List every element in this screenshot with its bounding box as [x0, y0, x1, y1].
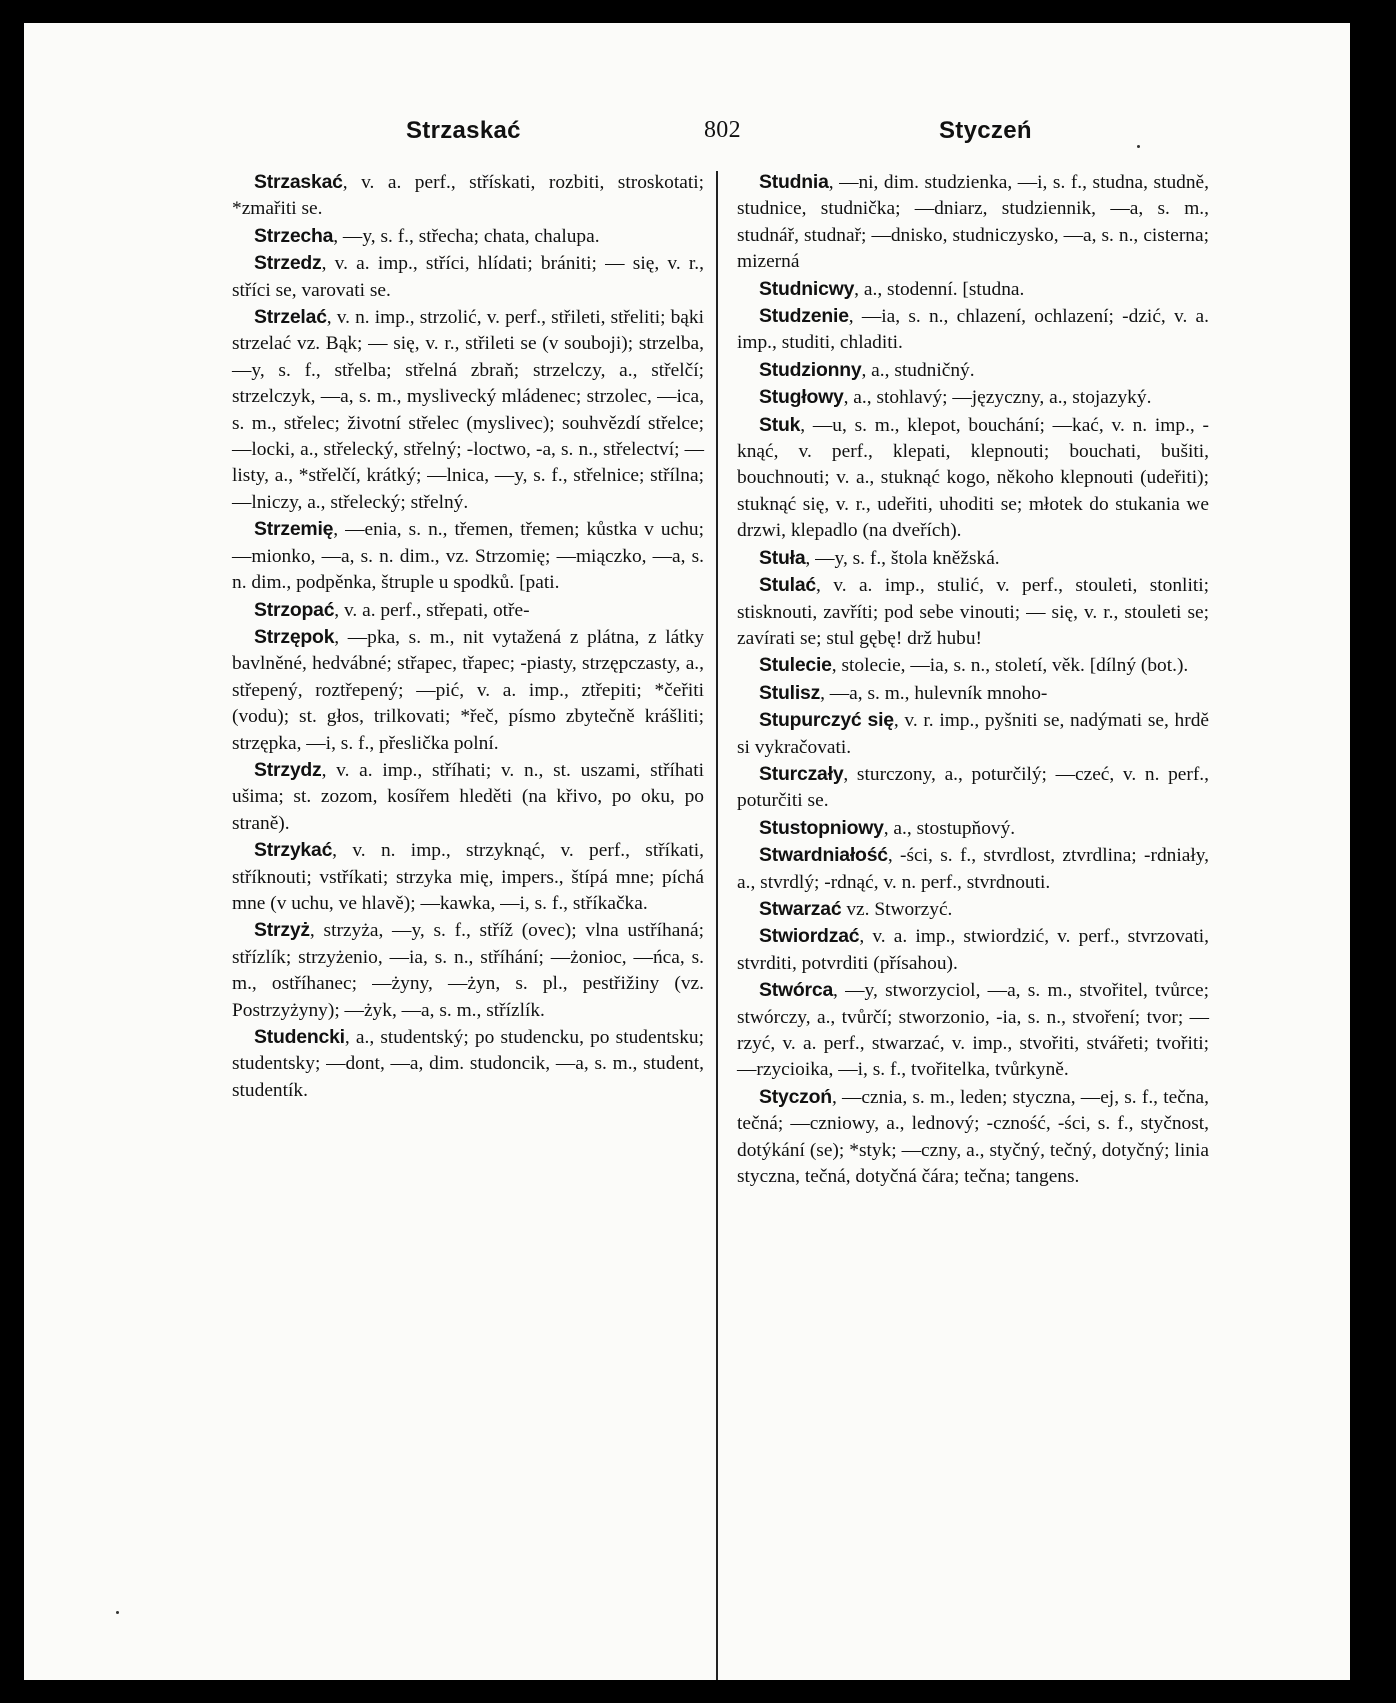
entry	[232, 597, 704, 624]
entry-text: , v. a. imp., stulić, v. perf., stouleti, stonliti; stisknouti, zavříti; pod sebe vinouti; — się, v. r., stouleti se; zavírati se; stul gębę! drž hubu!	[737, 575, 1209, 649]
entry-text: , v. r. imp., pyšniti se, nadýmati se, hrdě si vykračovati.	[737, 710, 1209, 758]
entry	[737, 652, 1209, 679]
entry-headword: Studnia	[759, 171, 829, 193]
entry	[737, 680, 1209, 707]
entry-headword: Strzyż	[254, 919, 310, 942]
column-divider	[716, 171, 718, 1680]
entry	[737, 842, 1209, 896]
entry	[737, 357, 1209, 384]
entry-headword: Strzaskać	[254, 171, 343, 193]
entry-text: , strzyża, —y, s. f., stříž (ovec); vlna ustříhaná; střízlík; strzyżenio, —ia, s. n., stříhání; —żonioc, —ńca, s. m., ostříhanec; —żyny, —żyn, s. pl., pestřižiny (vz. Postrzyżyny); —żyk, —a, s. m., střízlík.	[232, 920, 704, 1021]
entry-headword: Studencki	[254, 1026, 345, 1048]
entry-headword: Strzopać	[254, 598, 335, 621]
entry-text: , v. a. imp., stříhati; v. n., st. uszami, stříhati ušima; st. zozom, kosířem hleděti (na křivo, po oku, po straně).	[232, 759, 704, 834]
entry-headword: Stwardniałość	[759, 844, 888, 867]
entry-headword: Styczoń	[759, 1085, 832, 1108]
entry	[737, 303, 1209, 357]
entry	[737, 276, 1209, 303]
entry-headword: Strzelać	[254, 306, 327, 329]
entry-text: vz. Stworzyć.	[841, 898, 953, 920]
entry-text: , stolecie, —ia, s. n., století, věk. [dílný (bot.).	[831, 655, 1189, 677]
entry	[232, 223, 704, 250]
entry-headword: Stugłowy	[759, 386, 844, 409]
entry	[232, 837, 704, 917]
entry-text: , —ni, dim. studzienka, —i, s. f., studna, studně, studnice, studnička; —dniarz, studziennik, —a, s. m., studnář, studnař; —dnisko, studniczysko, —a, s. n., cisterna; mizerná	[737, 172, 1209, 273]
entry	[232, 624, 704, 757]
entry-headword: Strzępok	[254, 625, 335, 648]
entry-headword: Strzydz	[254, 758, 322, 781]
entry	[737, 707, 1209, 761]
entry	[737, 169, 1209, 276]
entry-headword: Stustopniowy	[759, 816, 884, 839]
running-header	[24, 117, 1350, 157]
entry	[737, 896, 1209, 923]
entry	[737, 977, 1209, 1084]
entry-text: , v. n. imp., strzolić, v. perf., střileti, střeliti; bąki strzelać vz. Bąk; — się, v. r., střileti se (v souboji); strzelba, —y, s. f., střelba; střelná zbraň; strzelczy, a., střelčí; strzelczyk, —a, s. m., myslivecký mládenec; strzolec, —ica, s. m., střelec; životní střelec (myslivec); souhvězdí střelce; —locki, a., střelecký, střelný; -loctwo, -a, s. n., střelectví; —listy, a., *střelčí, krátký; —lnica, —y, s. f., střelnice; střílna; —lniczy, a., střelecký; střelný.	[232, 307, 704, 513]
entry-text: , —enia, s. n., třemen, třemen; kůstka v uchu; —mionko, —a, s. n. dim., vz. Strzomię; —miączko, —a, s. n. dim., podpěnka, štruple u spodků. [pati.	[232, 519, 704, 594]
entry	[232, 917, 704, 1024]
entry-text: , —y, s. f., střecha; chata, chalupa.	[333, 225, 600, 247]
left-column	[232, 169, 704, 1104]
entry-text: , sturczony, a., poturčilý; —czeć, v. n. perf., poturčiti se.	[737, 763, 1209, 812]
entry	[232, 516, 704, 596]
entry-text: , v. a. imp., stříci, hlídati; brániti; — się, v. r., stříci se, varovati se.	[232, 253, 704, 301]
entry	[232, 757, 704, 837]
entry-headword: Strzemię	[254, 518, 334, 541]
dictionary-page	[24, 23, 1350, 1680]
entry-text: , a., stostupňový.	[883, 817, 1016, 839]
speck	[1137, 145, 1140, 148]
entry-headword: Sturczały	[759, 762, 844, 785]
page-number: 802	[704, 117, 741, 143]
entry-headword: Stulać	[759, 574, 816, 597]
entry	[232, 250, 704, 304]
header-right-headword: Styczeń	[939, 117, 1032, 144]
entry-text: , —u, s. m., klepot, bouchání; —kać, v. n. imp., -knąć, v. perf., klepati, klepnouti; bouchati, bušiti, bouchnouti; v. a., stuknąć kogo, někoho klepnouti (udeřiti); stuknąć się, v. r., udeřiti, uhoditi se; młotek do stukania we drzwi, klepadlo (na dveřích).	[737, 414, 1209, 542]
entry-text: , v. n. imp., strzyknąć, v. perf., stříkati, stříknouti; vstříkati; strzyka mię, impers., štípá mne; píchá mne (v uchu, ve hlavě); —kawka, —i, s. f., stříkačka.	[232, 840, 704, 914]
entry-headword: Stulisz	[759, 681, 821, 704]
entry	[232, 1024, 704, 1104]
entry	[232, 169, 704, 223]
entry-text: , -ści, s. f., stvrdlost, ztvrdlina; -rdniały, a., stvrdlý; -rdnąć, v. n. perf., stvrdnouti.	[737, 845, 1209, 893]
entry-text: , —cznia, s. m., leden; styczna, —ej, s. f., tečna, tečná; —czniowy, a., lednový; -czność, -ści, s. f., styčnost, dotýkání (se); *styk; —czny, a., styčný, tečný, dotyčný; linia styczna, tečná, dotyčná čára; tečna; tangens.	[737, 1086, 1209, 1188]
speck	[116, 1611, 119, 1614]
entry	[737, 1084, 1209, 1191]
entry-headword: Strzykać	[254, 839, 333, 862]
entry	[737, 384, 1209, 411]
entry-headword: Stwórca	[759, 979, 834, 1002]
entry-text: , a., studničný.	[861, 359, 975, 381]
entry	[737, 412, 1209, 545]
entry-text: , a., stodenní. [studna.	[854, 278, 1025, 300]
entry	[737, 545, 1209, 572]
entry-headword: Stuła	[759, 546, 806, 569]
entry-text: , —y, s. f., štola kněžská.	[805, 547, 1000, 569]
entry	[737, 923, 1209, 977]
entry-text: , v. a. imp., stwiordzić, v. perf., stvrzovati, stvrditi, potvrditi (přísahou).	[737, 926, 1209, 974]
entry	[232, 304, 704, 516]
entry-headword: Stulecie	[759, 654, 832, 677]
entry-headword: Studzionny	[759, 358, 862, 381]
entry-headword: Stwarzać	[759, 897, 842, 920]
entry-headword: Strzecha	[254, 224, 334, 247]
entry-headword: Studzenie	[759, 305, 849, 328]
header-left-headword: Strzaskać	[406, 117, 521, 144]
entry-text: , v. a. perf., střepati, otře-	[334, 599, 530, 621]
entry	[737, 761, 1209, 815]
entry-text: , —ia, s. n., chlazení, ochlazení; -dzić, v. a. imp., studiti, chladiti.	[737, 306, 1209, 354]
entry-text: , —pka, s. m., nit vytažená z plátna, z látky bavlněné, hedvábné; střapec, třapec; -piasty, strzępczasty, a., střepený, roztřepený; —pić, v. a. imp., ztřepiti; *čeřiti (vodu); st. głos, trilkovati; *řeč, písmo zbytečně krášliti; strzępka, —i, s. f., přeslička polní.	[232, 626, 704, 754]
entry-headword: Stuk	[759, 413, 801, 436]
entry-headword: Stwiordzać	[759, 925, 860, 948]
entry-text: , —y, stworzyciol, —a, s. m., stvořitel, tvůrce; stwórczy, a., tvůrčí; stworzonio, -ia, s. n., stvoření; tvor; —rzyć, v. a. perf., stwarzać, v. imp., stvořiti, stvářeti; tvořiti; —rzycioika, —i, s. f., tvořitelka, tvůrkyně.	[737, 980, 1209, 1081]
entry-headword: Stupurczyć się	[759, 709, 894, 732]
entry-headword: Strzedz	[254, 252, 322, 275]
entry-text: , —a, s. m., hulevník mnoho-	[820, 682, 1048, 704]
right-column	[737, 169, 1209, 1190]
entry-text: , v. a. perf., střískati, rozbiti, stroskotati; *zmařiti se.	[232, 172, 704, 220]
entry-text: , a., stohlavý; —języczny, a., stojazyký.	[843, 387, 1152, 409]
entry	[737, 815, 1209, 842]
entry-text: , a., studentský; po studencku, po studentsku; studentsky; —dont, —a, dim. studoncik, —a, s. m., student, studentík.	[232, 1027, 704, 1101]
entry-headword: Studnicwy	[759, 277, 855, 300]
entry	[737, 572, 1209, 652]
